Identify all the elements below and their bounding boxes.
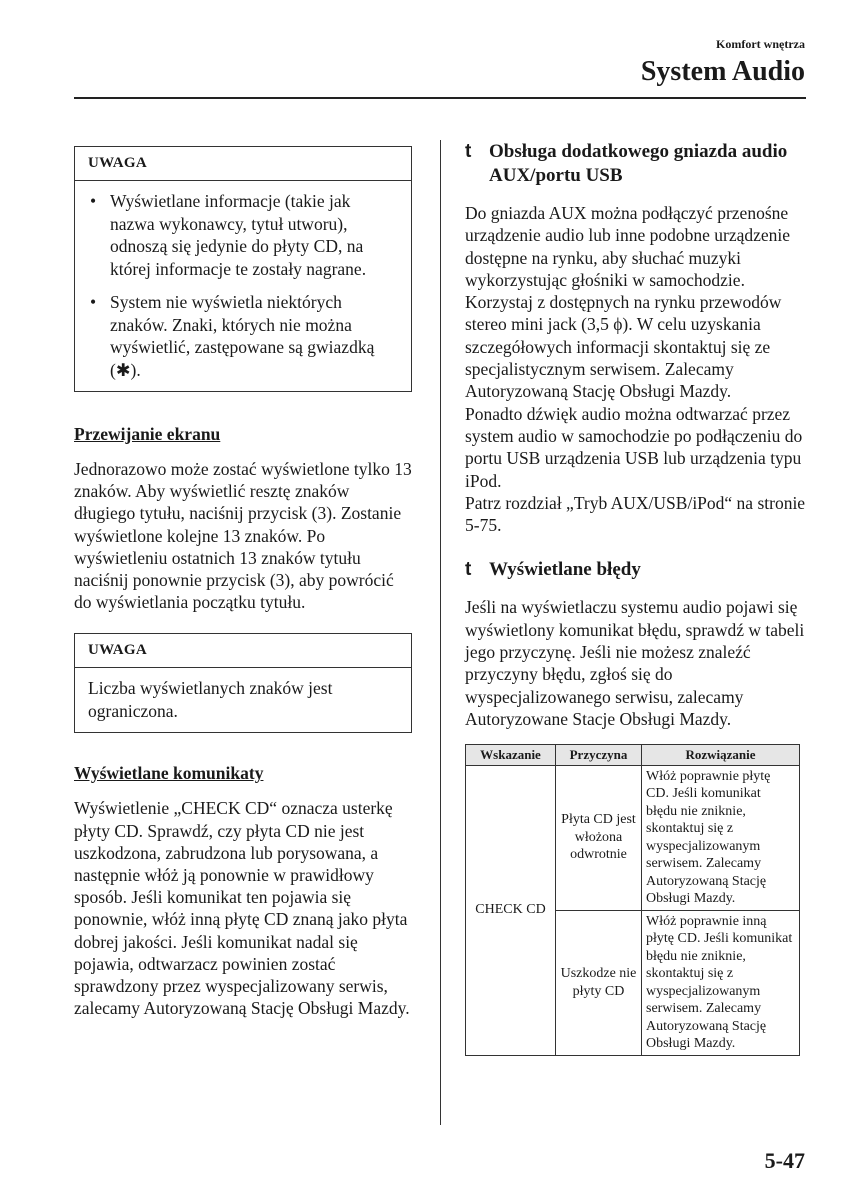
table-header-row [466, 745, 800, 766]
table-row [466, 765, 800, 910]
bullet-icon: • [90, 191, 97, 211]
aux-paragraph: Ponadto dźwięk audio można odtwarzać przez system audio w samochodzie po podłączeniu do portu USB urządzenia USB lub urządzenia typu iPod. [465, 403, 803, 491]
table-header-cell: Rozwiązanie [642, 745, 800, 766]
aux-paragraph: Do gniazda AUX można podłączyć przenośne urządzenie audio lub inne podobne urządzenie dostępne na rynku, aby słuchać muzyki wykorzystując głośniki w samochodzie. [465, 203, 791, 290]
indication-cell: CHECK CD [466, 765, 556, 1055]
left-column [74, 146, 412, 1039]
note-list-item: • System nie wyświetla niektórych znaków. Znaki, których nie można wyświetlić, zastępowane są gwiazdką (✱). [90, 292, 375, 380]
errors-paragraph: Jeśli na wyświetlaczu systemu audio pojawi się wyświetlony komunikat błędu, sprawdź w tabeli jego przyczynę. Jeśli nie możesz znaleźć przyczyny błędu, zgłoś się do wyspecjalizowanego serwisu, zalecamy Autoryzowane Stacje Obsługi Mazdy. [465, 597, 805, 729]
column-divider [440, 140, 441, 1125]
section-marker-icon: t [465, 141, 472, 162]
right-column [465, 140, 807, 1056]
table-header-cell: Przyczyna [556, 745, 642, 766]
note-heading: UWAGA [75, 147, 411, 181]
aux-paragraph: Patrz rozdział „Tryb AUX/USB/iPod“ na stronie 5-75. [465, 492, 806, 536]
note-body: Liczba wyświetlanych znaków jest ograniczona. [88, 678, 333, 721]
page-title: System Audio [640, 56, 805, 87]
aux-paragraph: Korzystaj z dostępnych na rynku przewodów stereo mini jack (3,5 ϕ). W celu uzyskania szczegółowych informacji skontaktuj się ze specjalistycznym serwisem. Zalecamy Autoryzowaną Stację Obsługi Mazdy. [465, 292, 782, 402]
table-header-cell: Wskazanie [466, 745, 556, 766]
solution-cell: Włóż poprawnie inną płytę CD. Jeśli komunikat błędu nie zniknie, skontaktuj się z wyspecjalizowanym serwisem. Zalecamy Autoryzowaną Stację Obsługi Mazdy. [642, 910, 800, 1055]
header-rule [74, 97, 806, 99]
section-heading-aux: t Obsługa dodatkowego gniazda audio AUX/portu USB [465, 141, 788, 186]
note-box [74, 633, 412, 733]
subheading-messages: Wyświetlane komunikaty [74, 763, 264, 784]
cause-cell: Uszkodze nie płyty CD [556, 910, 642, 1055]
page-number: 5-47 [764, 1148, 805, 1173]
note-heading: UWAGA [75, 634, 411, 668]
solution-cell: Włóż poprawnie płytę CD. Jeśli komunikat błędu nie zniknie, skontaktuj się z wyspecjalizowanym serwisem. Zalecamy Autoryzowaną Stację Obsługi Mazdy. [642, 765, 800, 910]
note-box [74, 146, 412, 392]
note-list-item: • Wyświetlane informacje (takie jak nazwa wykonawcy, tytuł utworu), odnoszą się jedynie do płyty CD, na której informacje te zostały nagrane. [90, 191, 367, 279]
aux-text [465, 202, 807, 536]
note-body [75, 181, 411, 391]
cause-cell: Płyta CD jest włożona odwrotnie [556, 765, 642, 910]
section-heading-errors: t Wyświetlane błędy [465, 559, 641, 581]
section-marker-icon: t [465, 559, 472, 581]
subheading-scroll: Przewijanie ekranu [74, 424, 221, 444]
header-section-label: Komfort wnętrza [716, 37, 805, 51]
scroll-paragraph: Jednorazowo może zostać wyświetlone tylko 13 znaków. Aby wyświetlić resztę znaków długiego tytułu, naciśnij przycisk (3). Zostanie wyświetlone kolejne 13 znaków. Po wyświetleniu ostatnich 13 znaków tytułu naciśnij ponownie przycisk (3), aby powrócić do wyświetlania początku tytułu. [74, 459, 412, 613]
messages-paragraph: Wyświetlenie „CHECK CD“ oznacza usterkę płyty CD. Sprawdź, czy płyta CD nie jest uszkodzona, zabrudzona lub porysowana, a następnie włóż ją ponownie w prawidłowy sposób. Jeśli komunikat ten pojawia się ponownie, włóż inną płytę CD znaną jako płyta dobrej jakości. Jeśli komunikat nadal się pojawia, odtwarzacz powinien zostać sprawdzony przez wyspecjalizowany serwis, zalecamy Autoryzowaną Stację Obsługi Mazdy. [74, 798, 410, 1019]
note-list [88, 190, 398, 381]
error-table [465, 744, 800, 1056]
bullet-icon: • [90, 292, 97, 312]
